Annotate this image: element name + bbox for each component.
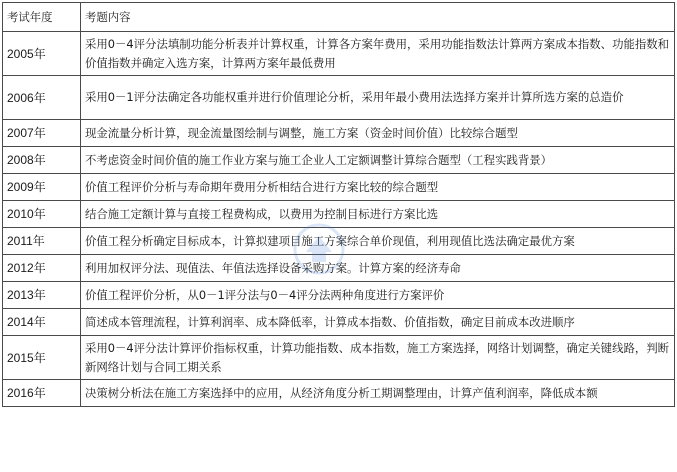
table-row	[3, 32, 675, 76]
table-row	[3, 309, 675, 336]
exam-year-cell: 2011年	[3, 228, 81, 255]
table-row	[3, 336, 675, 380]
exam-content-cell: 简述成本管理流程，计算利润率、成本降低率，计算成本指数、价值指数，确定目前成本改进顺序	[81, 309, 675, 336]
exam-year-cell: 2009年	[3, 174, 81, 201]
exam-year-cell: 2006年	[3, 76, 81, 120]
exam-year-cell: 2005年	[3, 32, 81, 76]
exam-year-cell: 2007年	[3, 120, 81, 147]
exam-year-cell: 2012年	[3, 255, 81, 282]
exam-content-cell: 不考虑资金时间价值的施工作业方案与施工企业人工定额调整计算综合题型（工程实践背景）	[81, 147, 675, 174]
table-row	[3, 120, 675, 147]
header-exam-year: 考试年度	[3, 3, 81, 32]
table-row	[3, 282, 675, 309]
exam-content-cell: 价值工程评价分析与寿命期年费用分析相结合进行方案比较的综合题型	[81, 174, 675, 201]
table-row	[3, 228, 675, 255]
exam-content-cell: 采用0－4评分法填制功能分析表并计算权重，计算各方案年费用，采用功能指数法计算两方案成本指数、功能指数和价值指数并确定入选方案，计算两方案年最低费用	[81, 32, 675, 76]
exam-year-cell: 2015年	[3, 336, 81, 380]
exam-content-cell: 决策树分析法在施工方案选择中的应用，从经济角度分析工期调整理由，计算产值利润率，降低成本额	[81, 380, 675, 407]
exam-year-cell: 2013年	[3, 282, 81, 309]
exam-year-cell: 2008年	[3, 147, 81, 174]
exam-year-cell: 2016年	[3, 380, 81, 407]
exam-content-cell: 现金流量分析计算，现金流量图绘制与调整，施工方案（资金时间价值）比较综合题型	[81, 120, 675, 147]
table-row	[3, 147, 675, 174]
table-row	[3, 201, 675, 228]
exam-content-cell: 利用加权评分法、现值法、年值法选择设备采购方案。计算方案的经济寿命	[81, 255, 675, 282]
exam-content-cell: 采用0－1评分法确定各功能权重并进行价值理论分析，采用年最小费用法选择方案并计算所选方案的总造价	[81, 76, 675, 120]
header-exam-content: 考题内容	[81, 3, 675, 32]
table-row	[3, 76, 675, 120]
exam-content-cell: 采用0－4评分法计算评价指标权重，计算功能指数、成本指数，施工方案选择，网络计划调整，确定关键线路，判断新网络计划与合同工期关系	[81, 336, 675, 380]
table-row	[3, 380, 675, 407]
exam-year-cell: 2010年	[3, 201, 81, 228]
exam-year-cell: 2014年	[3, 309, 81, 336]
table-body	[3, 32, 675, 407]
table-row	[3, 174, 675, 201]
table-row	[3, 255, 675, 282]
exam-content-cell: 价值工程分析确定目标成本，计算拟建项目施工方案综合单价现值，利用现值比选法确定最优方案	[81, 228, 675, 255]
table-header-row	[3, 3, 675, 32]
exam-content-cell: 价值工程评价分析，从0－1评分法与0－4评分法两种角度进行方案评价	[81, 282, 675, 309]
exam-content-table	[2, 2, 675, 407]
exam-content-cell: 结合施工定额计算与直接工程费构成，以费用为控制目标进行方案比选	[81, 201, 675, 228]
